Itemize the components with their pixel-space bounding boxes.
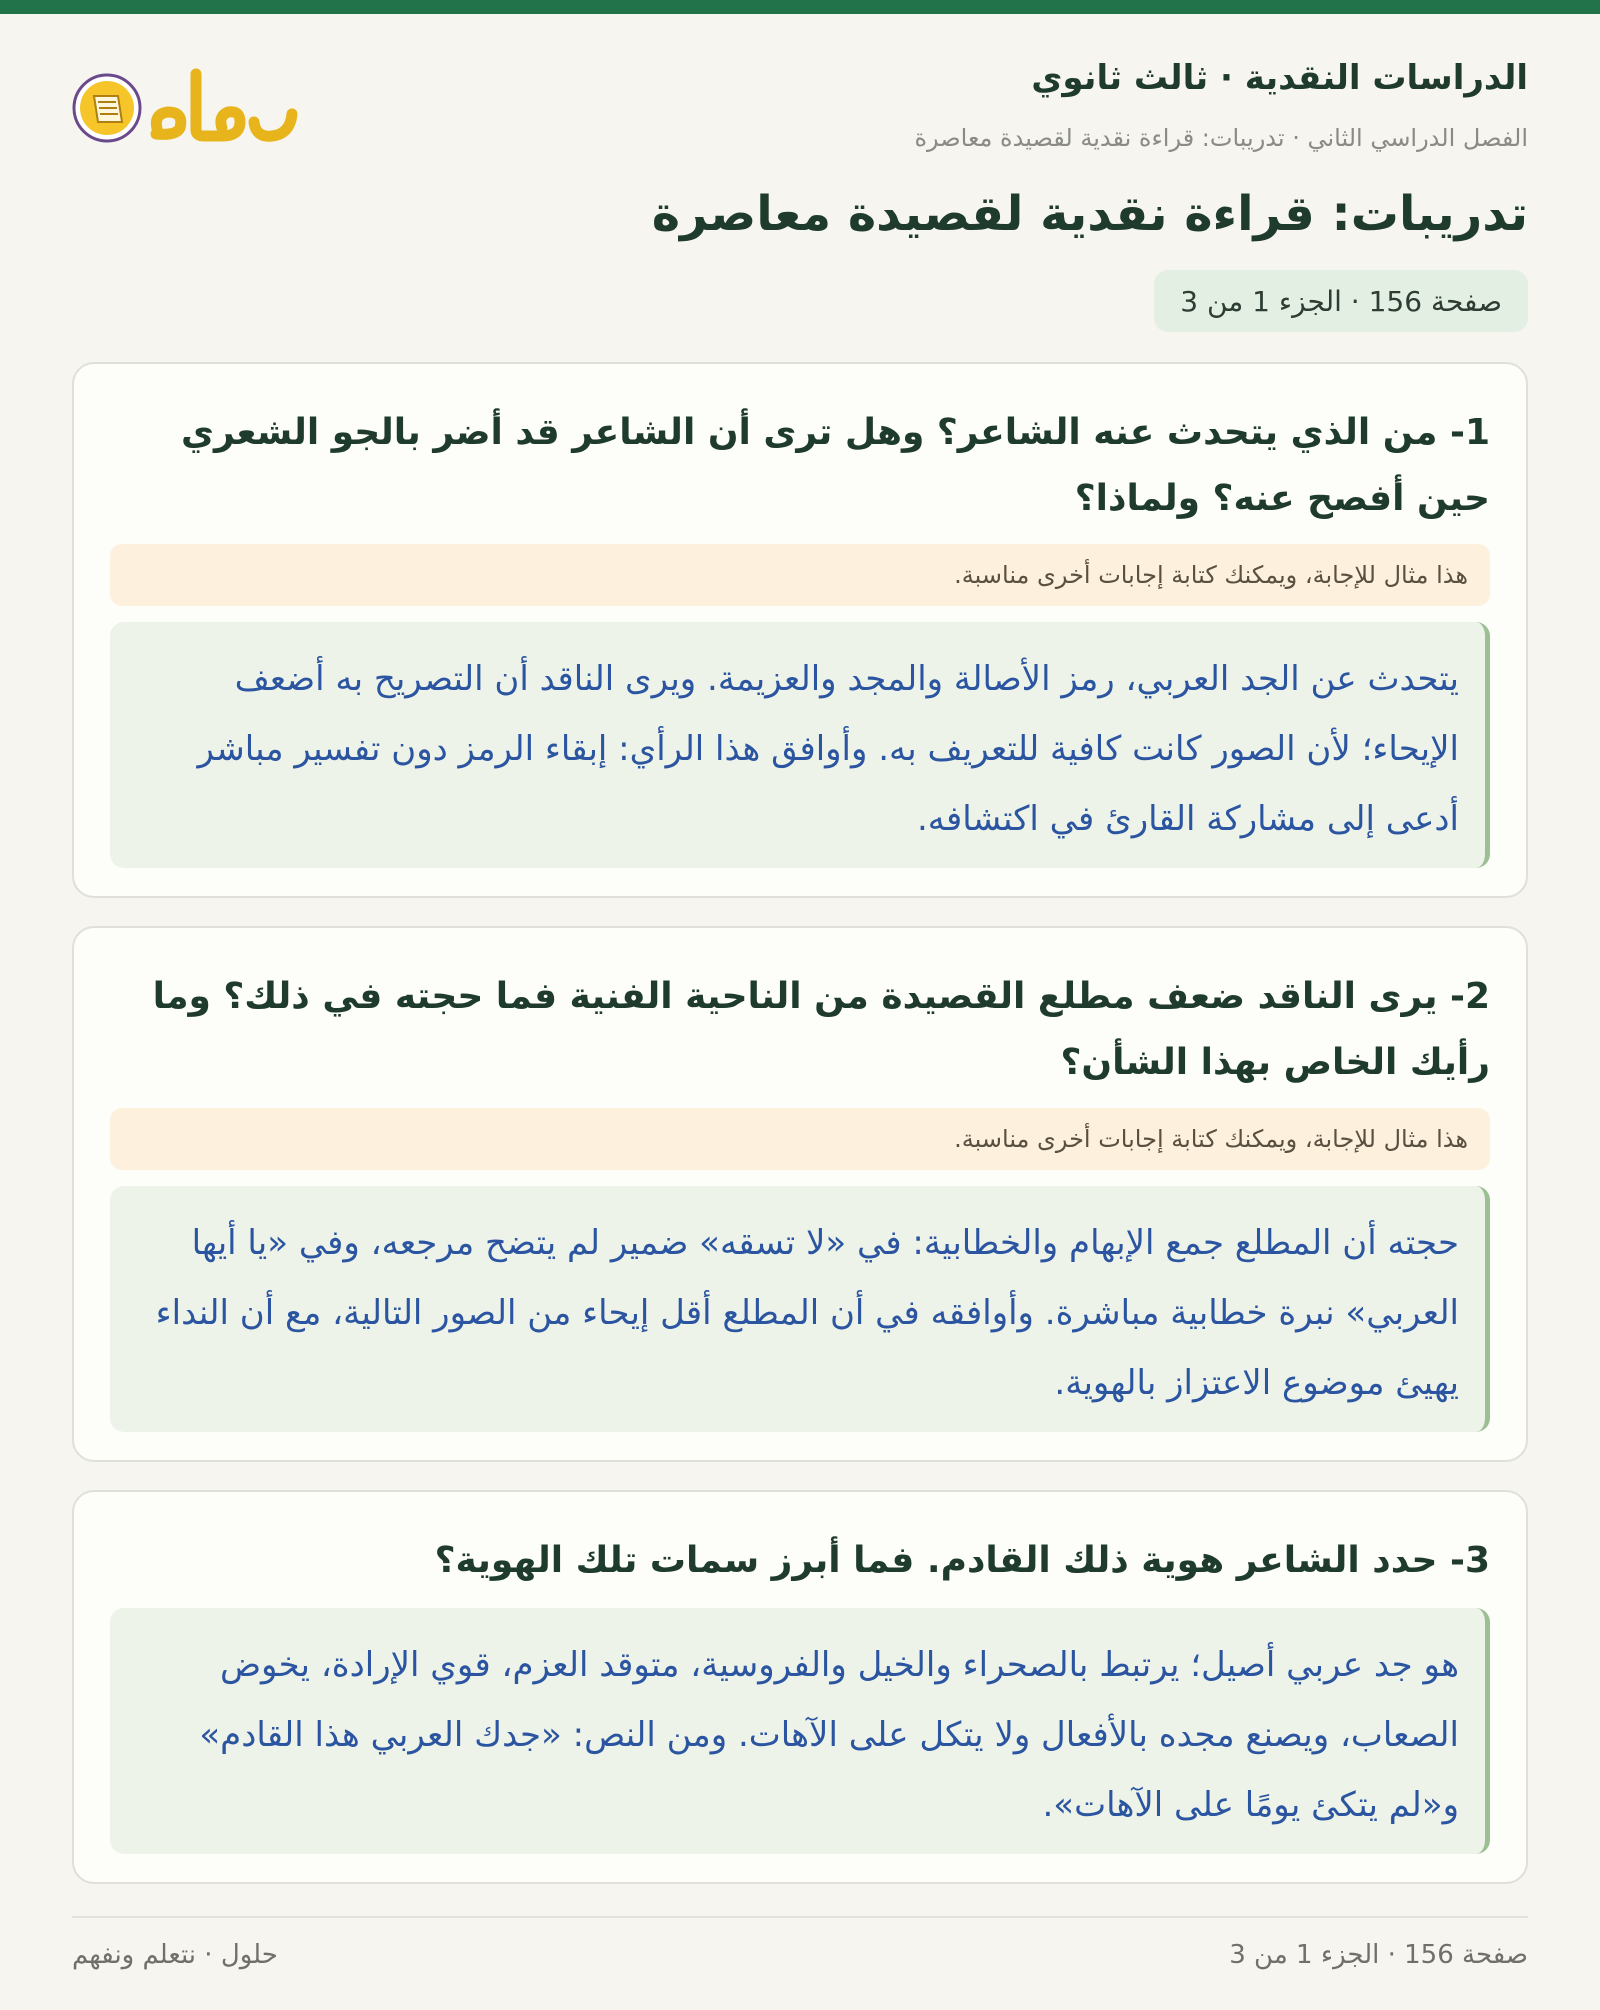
answer-note: هذا مثال للإجابة، ويمكنك كتابة إجابات أخرى مناسبة. xyxy=(110,544,1490,606)
question-card-3 xyxy=(72,1490,1528,1884)
footer-page-info: صفحة 156 · الجزء 1 من 3 xyxy=(1229,1940,1528,1970)
hulul-logo[interactable] xyxy=(72,62,302,152)
question-text: 3- حدد الشاعر هوية ذلك القادم. فما أبرز سمات تلك الهوية؟ xyxy=(434,1540,1490,1581)
footer-brand: حلول · نتعلم ونفهم xyxy=(72,1940,278,1970)
footer-divider xyxy=(72,1916,1528,1918)
top-accent-bar xyxy=(0,0,1600,14)
page-title: تدريبات: قراءة نقدية لقصيدة معاصرة xyxy=(651,186,1528,242)
question-card-2 xyxy=(72,926,1528,1462)
question-card-1 xyxy=(72,362,1528,898)
answer-box: هو جد عربي أصيل؛ يرتبط بالصحراء والخيل والفروسية، متوقد العزم، قوي الإرادة، يخوض الصعاب، ويصنع مجده بالأفعال ولا يتكل على الآهات. ومن النص: «جدك العربي هذا القادم» و«لم يتكئ يومًا على الآهات». xyxy=(110,1608,1490,1854)
page-info-badge: صفحة 156 · الجزء 1 من 3 xyxy=(1154,270,1528,332)
breadcrumb: الفصل الدراسي الثاني · تدريبات: قراءة نقدية لقصيدة معاصرة xyxy=(914,124,1528,152)
logo-badge-icon xyxy=(74,75,140,141)
answer-note: هذا مثال للإجابة، ويمكنك كتابة إجابات أخرى مناسبة. xyxy=(110,1108,1490,1170)
page-header xyxy=(72,58,1528,168)
course-title: الدراسات النقدية · ثالث ثانوي xyxy=(1031,58,1528,98)
answer-box: حجته أن المطلع جمع الإبهام والخطابية: في «لا تسقه» ضمير لم يتضح مرجعه، وفي «يا أيها العربي» نبرة خطابية مباشرة. وأوافقه في أن المطلع أقل إيحاء من الصور التالية، مع أن النداء يهيئ موضوع الاعتزاز بالهوية. xyxy=(110,1186,1490,1432)
answer-box: يتحدث عن الجد العربي، رمز الأصالة والمجد والعزيمة. ويرى الناقد أن التصريح به أضعف الإيحاء؛ لأن الصور كانت كافية للتعريف به. وأوافق هذا الرأي: إبقاء الرمز دون تفسير مباشر أدعى إلى مشاركة القارئ في اكتشافه. xyxy=(110,622,1490,868)
logo-wordmark-icon xyxy=(156,74,292,136)
question-text: 1- من الذي يتحدث عنه الشاعر؟ وهل ترى أن الشاعر قد أضر بالجو الشعري حين أفصح عنه؟ ولماذا؟ xyxy=(181,412,1490,519)
question-text: 2- يرى الناقد ضعف مطلع القصيدة من الناحية الفنية فما حجته في ذلك؟ وما رأيك الخاص بهذا الشأن؟ xyxy=(152,976,1490,1083)
